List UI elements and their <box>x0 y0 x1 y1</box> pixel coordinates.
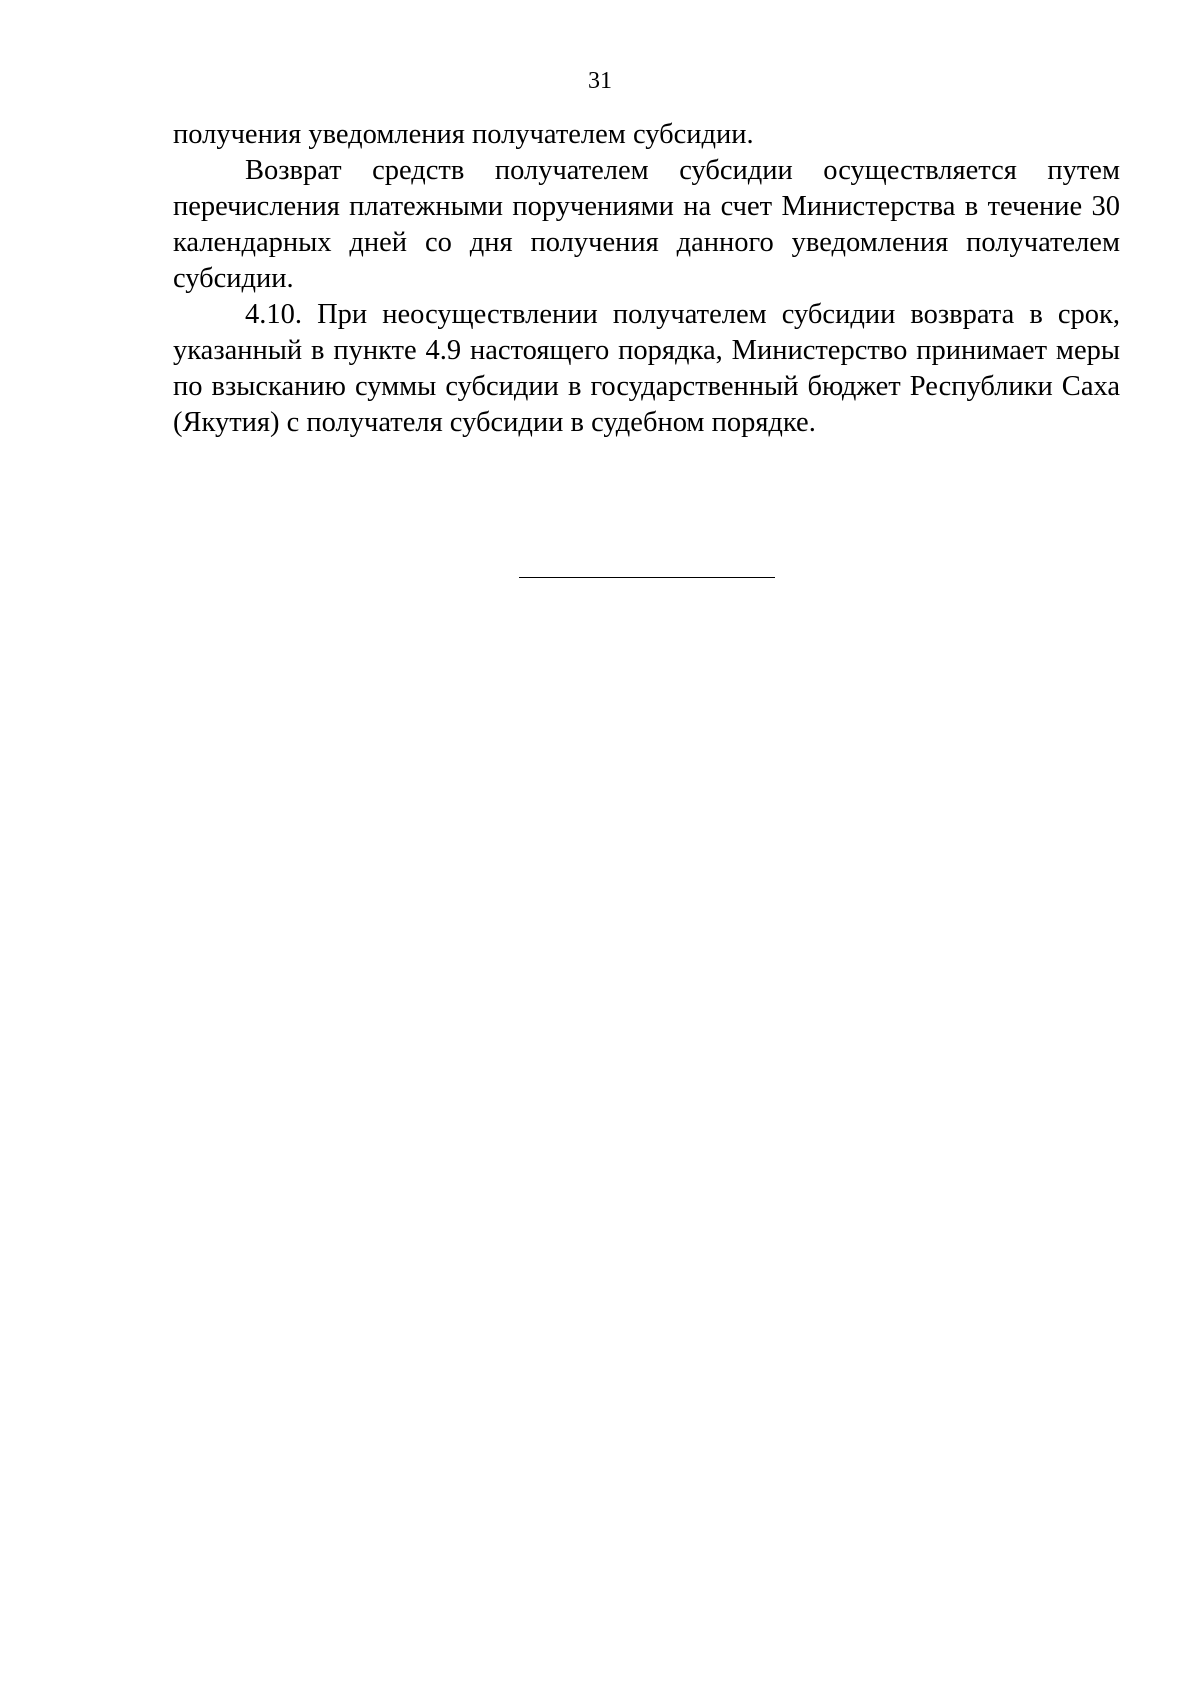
paragraph-refund-procedure: Возврат средств получателем субсидии осуществляется путем перечисления платежными поручениями на счет Министерства в течение 30 календарных дней со дня получения данного уведомления получателем субсидии. <box>173 155 1120 294</box>
end-of-document-rule <box>519 577 775 578</box>
document-body <box>173 117 1120 441</box>
paragraph-4-10: 4.10. При неосуществлении получателем субсидии возврата в срок, указанный в пункте 4.9 настоящего порядка, Министерство принимает меры по взысканию суммы субсидии в государственный бюджет Республики Саха (Якутия) с получателя субсидии в судебном порядке. <box>173 299 1120 438</box>
page-number: 31 <box>588 68 612 94</box>
paragraph-continuation: получения уведомления получателем субсидии. <box>173 119 754 150</box>
